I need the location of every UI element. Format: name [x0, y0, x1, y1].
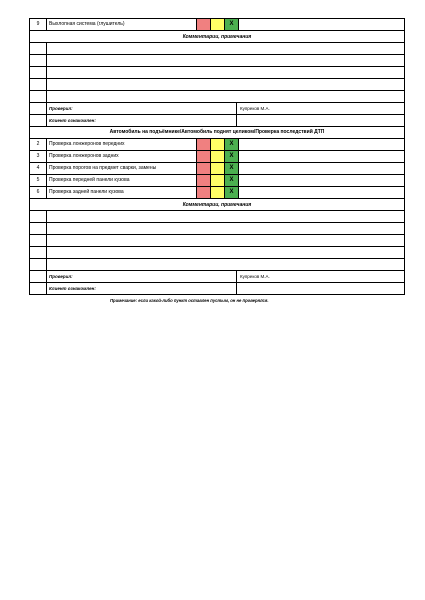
client-ack-label: Клиент ознакомлен:	[47, 115, 237, 126]
green-status-cell[interactable]: X	[225, 175, 239, 186]
comments-header: Комментарии, примечания	[182, 34, 252, 40]
client-ack-row	[29, 283, 405, 295]
red-status-cell[interactable]	[197, 151, 211, 162]
comment-line-number	[30, 259, 47, 270]
client-ack-row	[29, 115, 405, 127]
row-notes[interactable]	[239, 175, 404, 186]
red-status-cell[interactable]	[197, 139, 211, 150]
comment-line[interactable]	[29, 247, 405, 259]
row-name: Проверка лонжеронов задних	[47, 151, 197, 162]
row-name: Проверка задней панели кузова	[47, 187, 197, 198]
checklist-row	[29, 139, 405, 151]
yellow-status-cell[interactable]	[211, 139, 225, 150]
green-status-cell[interactable]: X	[225, 151, 239, 162]
client-ack-value[interactable]	[237, 283, 404, 294]
green-status-cell[interactable]: X	[225, 19, 239, 30]
row-notes[interactable]	[239, 151, 404, 162]
red-status-cell[interactable]	[197, 187, 211, 198]
client-ack-label: Клиент ознакомлен:	[47, 283, 237, 294]
yellow-status-cell[interactable]	[211, 19, 225, 30]
checklist-row	[29, 151, 405, 163]
comment-line-number	[30, 79, 47, 90]
row-name: Проверка порогов на предмет сварки, замены	[47, 163, 197, 174]
row-number: 5	[30, 175, 47, 186]
yellow-status-cell[interactable]	[211, 187, 225, 198]
row-notes[interactable]	[239, 187, 404, 198]
row-name: Проверка лонжеронов передних	[47, 139, 197, 150]
yellow-status-cell[interactable]	[211, 163, 225, 174]
comment-line-number	[30, 223, 47, 234]
comment-line-number	[30, 235, 47, 246]
row-notes[interactable]	[239, 139, 404, 150]
comment-line-number	[30, 211, 47, 222]
checked-by-row	[29, 103, 405, 115]
comments-header: Комментарии, примечания	[182, 202, 252, 208]
green-status-cell[interactable]: X	[225, 139, 239, 150]
comment-line-number	[30, 55, 47, 66]
green-status-cell[interactable]: X	[225, 163, 239, 174]
checklist-row	[29, 163, 405, 175]
comment-line-number	[30, 43, 47, 54]
section-title-row	[29, 127, 405, 139]
signature-number	[30, 283, 47, 294]
inspection-sheet	[29, 18, 405, 295]
row-number: 4	[30, 163, 47, 174]
row-number: 6	[30, 187, 47, 198]
comments-header-row	[29, 31, 405, 43]
comments-header-row	[29, 199, 405, 211]
row-name: Выхлопная система (глушитель)	[47, 19, 197, 30]
row-notes[interactable]	[239, 19, 404, 30]
yellow-status-cell[interactable]	[211, 175, 225, 186]
comment-line[interactable]	[29, 235, 405, 247]
checklist-row	[29, 18, 405, 31]
comment-line[interactable]	[29, 91, 405, 103]
comment-line[interactable]	[29, 223, 405, 235]
signature-number	[30, 103, 47, 114]
red-status-cell[interactable]	[197, 163, 211, 174]
comment-line[interactable]	[29, 55, 405, 67]
green-status-cell[interactable]: X	[225, 187, 239, 198]
comment-line[interactable]	[29, 67, 405, 79]
checked-by-row	[29, 271, 405, 283]
checklist-row	[29, 175, 405, 187]
comment-line[interactable]	[29, 43, 405, 55]
comment-line-number	[30, 91, 47, 102]
checked-by-label: Проверил:	[47, 271, 237, 282]
comment-line[interactable]	[29, 211, 405, 223]
red-status-cell[interactable]	[197, 19, 211, 30]
comment-line-number	[30, 247, 47, 258]
footnote: Примечание: если какой-либо пункт оставлен пустым, он не проверялся.	[110, 298, 269, 303]
row-notes[interactable]	[239, 163, 404, 174]
signature-number	[30, 115, 47, 126]
checked-by-label: Проверил:	[47, 103, 237, 114]
row-name: Проверка передней панели кузова	[47, 175, 197, 186]
client-ack-value[interactable]	[237, 115, 404, 126]
comment-line-number	[30, 67, 47, 78]
checked-by-value[interactable]: Купреков М.А.	[240, 106, 270, 111]
row-number: 9	[30, 19, 47, 30]
row-number: 2	[30, 139, 47, 150]
yellow-status-cell[interactable]	[211, 151, 225, 162]
section-title: Автомобиль на подъёмнике/Автомобиль поднят целиком/Проверка последствий ДТП	[109, 129, 325, 135]
checked-by-value[interactable]: Купреков М.А.	[240, 274, 270, 279]
signature-number	[30, 271, 47, 282]
checklist-row	[29, 187, 405, 199]
comment-line[interactable]	[29, 259, 405, 271]
red-status-cell[interactable]	[197, 175, 211, 186]
row-number: 3	[30, 151, 47, 162]
comment-line[interactable]	[29, 79, 405, 91]
